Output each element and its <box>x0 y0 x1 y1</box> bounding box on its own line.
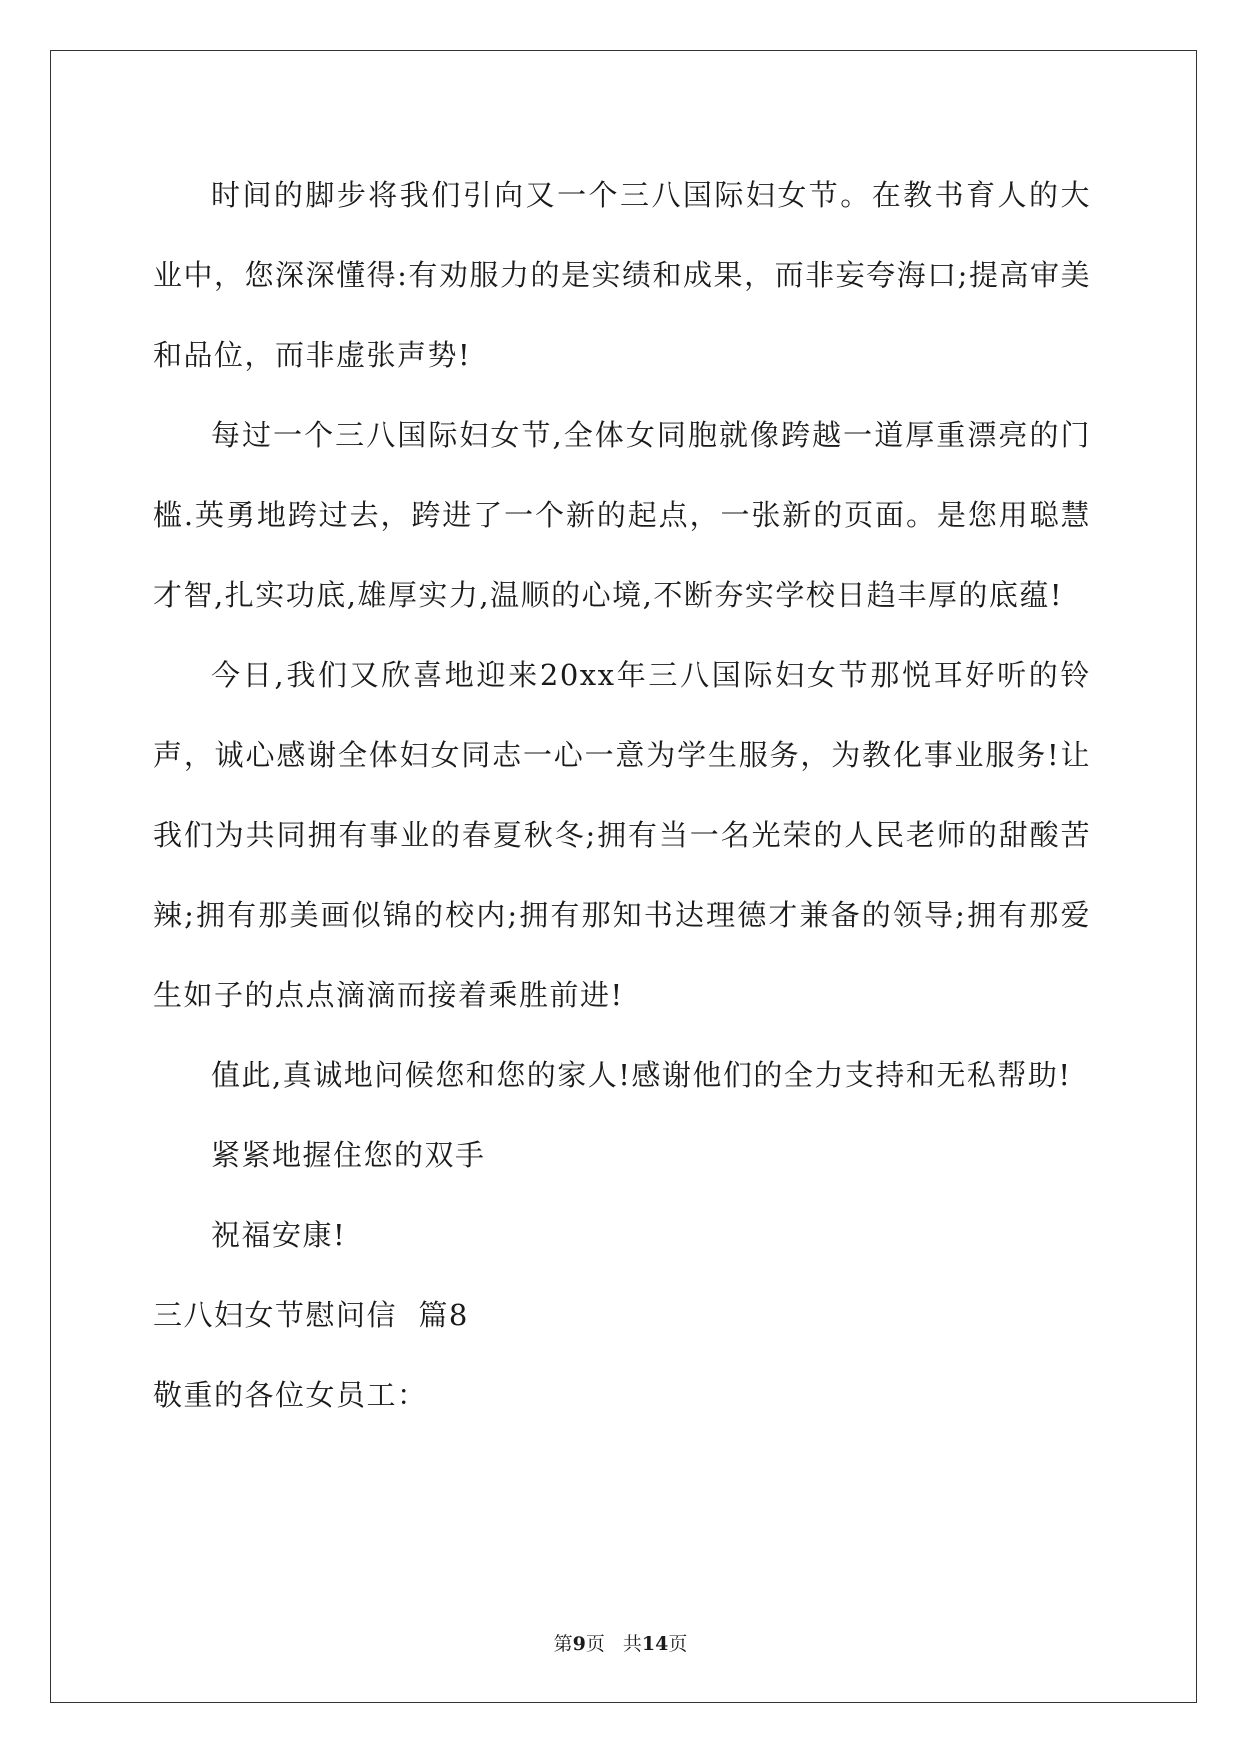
paragraph-1: 时间的脚步将我们引向又一个三八国际妇女节。在教书育人的大业中，您深深懂得:有劝服力的是实绩和成果，而非妄夸海口;提高审美和品位，而非虚张声势! <box>153 178 1091 372</box>
page-footer <box>0 1632 1241 1656</box>
paragraph-4: 值此,真诚地问候您和您的家人!感谢他们的全力支持和无私帮助! <box>211 1058 1072 1092</box>
paragraph-6: 祝福安康! <box>211 1218 347 1252</box>
footer-total-pages: 14 <box>641 1633 669 1655</box>
footer-page-suffix: 页 <box>585 1633 605 1655</box>
section-heading: 三八妇女节慰问信 篇8 <box>153 1298 469 1332</box>
document-body <box>153 155 1091 1435</box>
footer-total-suffix: 页 <box>668 1633 688 1655</box>
paragraph-2: 每过一个三八国际妇女节,全体女同胞就像跨越一道厚重漂亮的门槛.英勇地跨过去，跨进了一个新的起点，一张新的页面。是您用聪慧才智,扎实功底,雄厚实力,温顺的心境,不断夯实学校日趋丰厚的底蕴! <box>153 418 1091 612</box>
footer-page-prefix: 第 <box>553 1633 573 1655</box>
paragraph-3: 今日,我们又欣喜地迎来20xx年三八国际妇女节那悦耳好听的铃声，诚心感谢全体妇女同志一心一意为学生服务，为教化事业服务!让我们为共同拥有事业的春夏秋冬;拥有当一名光荣的人民老师的甜酸苦辣;拥有那美画似锦的校内;拥有那知书达理德才兼备的领导;拥有那爱生如子的点点滴滴而接着乘胜前进! <box>153 658 1091 1012</box>
footer-page-number: 9 <box>572 1633 586 1655</box>
footer-total-prefix: 共 <box>622 1633 642 1655</box>
salutation: 敬重的各位女员工： <box>153 1378 428 1412</box>
paragraph-5: 紧紧地握住您的双手 <box>211 1138 486 1172</box>
